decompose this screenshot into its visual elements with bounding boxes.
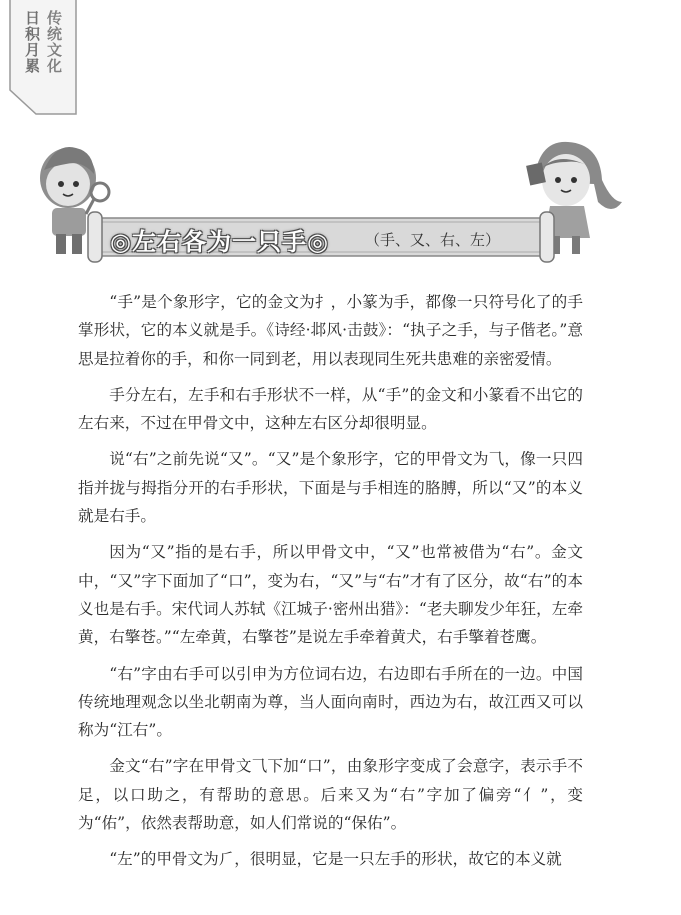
banner-subtitle: （手、又、右、左） xyxy=(365,231,501,249)
corner-tab-label-1: 传统文化 xyxy=(45,10,63,74)
banner-title: ◎左右各为一只手◎ xyxy=(110,228,329,256)
paragraph: 手分左右，左手和右手形状不一样，从“手”的金文和小篆看不出它的左右来，不过在甲骨文中，这种左右区分却很明显。 xyxy=(78,385,583,433)
paragraph: 说“右”之前先说“又”。“又”是个象形字，它的甲骨文为⺄，像一只四指并拢与拇指分开的右手形状，下面是与手相连的胳膊，所以“又”的本义就是右手。 xyxy=(78,450,583,526)
paragraph: “左”的甲骨文为⺁，很明显，它是一只左手的形状，故它的本义就 xyxy=(109,850,562,869)
corner-tab xyxy=(8,0,78,116)
paragraph: “右”字由右手可以引申为方位词右边，右边即右手所在的一边。中国传统地理观念以坐北朝南为尊，当人面向南时，西边为右，故江西又可以称为“江右”。 xyxy=(78,664,583,740)
article-body xyxy=(78,288,583,882)
corner-tab-shape xyxy=(8,0,78,116)
corner-tab-label-2: 日积月累 xyxy=(23,10,41,74)
paragraph: 金文“右”字在甲骨文⺄下加“口”，由象形字变成了会意字，表示手不足，以口助之，有帮助的意思。后来又为“右”字加了偏旁“亻”，变为“佑”，依然表帮助意，如人们常说的“保佑”。 xyxy=(78,757,583,833)
paragraph: “手”是个象形字，它的金文为⺘，小篆为手，都像一只符号化了的手掌形状，它的本义就是手。《诗经·邶风·击鼓》：“执子之手，与子偕老。”意思是拉着你的手，和你一同到老，用以表现同生死共患难的亲密爱情。 xyxy=(78,293,583,368)
paragraph: 因为“又”指的是右手，所以甲骨文中，“又”也常被借为“右”。金文中，“又”字下面加了“口”，变为右，“又”与“右”才有了区分，故“右”的本义也是右手。宋代词人苏轼《江城子·密州出猎》：“老夫聊发少年狂，左牵黄，右擎苍。”“左牵黄，右擎苍”是说左手牵着黄犬，右手擎着苍鹰。 xyxy=(78,543,583,647)
